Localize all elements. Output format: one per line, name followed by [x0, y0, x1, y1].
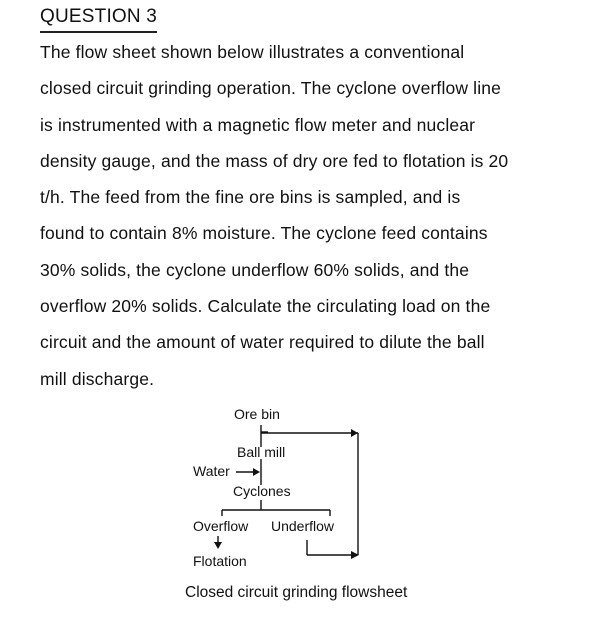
question-line: overflow 20% solids. Calculate the circulating load on the — [40, 296, 491, 317]
question-line: The flow sheet shown below illustrates a conventional — [40, 42, 465, 62]
water-label: Water — [193, 463, 230, 479]
underflow-label: Underflow — [271, 518, 335, 534]
flotation-label: Flotation — [193, 553, 247, 569]
question-line: density gauge, and the mass of dry ore fed to flotation is 20 — [40, 150, 509, 171]
ore-bin-label: Ore bin — [234, 406, 280, 422]
recycle-arrowhead — [351, 429, 358, 437]
question-line: closed circuit grinding operation. The cyclone overflow line — [40, 78, 502, 99]
flowsheet-caption: Closed circuit grinding flowsheet — [185, 584, 408, 601]
question-line: found to contain 8% moisture. The cyclone feed contains — [40, 223, 488, 244]
question-heading: QUESTION 3 — [40, 6, 157, 33]
question-line: circuit and the amount of water required to dilute the ball — [40, 332, 485, 353]
question-line: 30% solids, the cyclone underflow 60% solids, and the — [40, 259, 470, 280]
question-line: mill discharge. — [40, 368, 155, 389]
question-line: t/h. The feed from the fine ore bins is sampled, and is — [40, 187, 461, 208]
cyclones-label: Cyclones — [233, 483, 291, 499]
overflow-label: Overflow — [193, 518, 249, 534]
question-line: is instrumented with a magnetic flow meter and nuclear — [40, 114, 476, 135]
flotation-arrowhead — [214, 542, 222, 549]
water-arrowhead — [253, 468, 260, 476]
ball-mill-label: Ball mill — [237, 444, 286, 460]
